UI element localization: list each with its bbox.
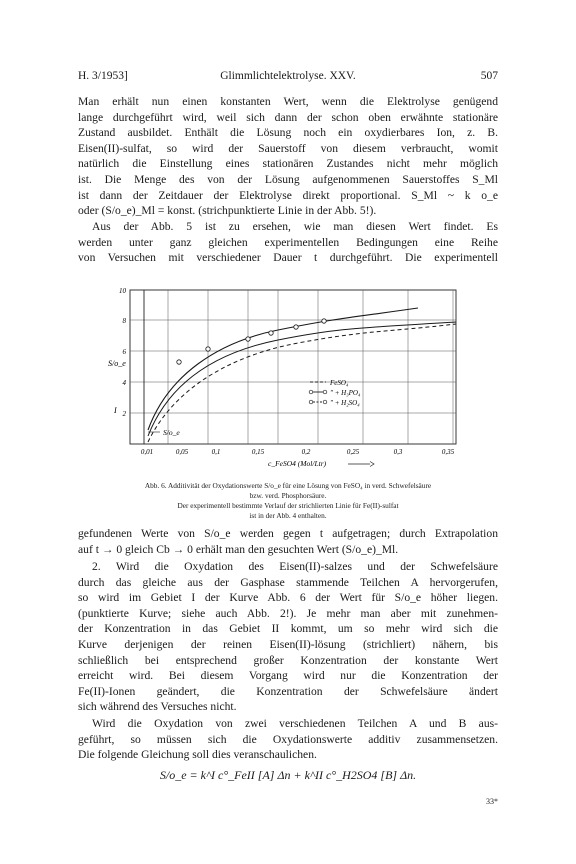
running-title: Glimmlichtelektrolyse. XXV. — [220, 70, 356, 82]
text-line: von Versuchen mit verschiedener Dauer t durchgeführt. Die experimentell — [78, 251, 498, 265]
legend-entry: FeSO₄ — [330, 379, 349, 387]
text-line: der Konzentration in das Gebiet II kommt, um so mehr wird sich die — [78, 622, 498, 636]
text-line: geführt, so müssen sich die Oxydationswerte additiv zusammensetzen. — [78, 732, 498, 746]
caption-line: Abb. 6. Additivität der Oxydationswerte S/o_e für eine Lösung von FeSO₄ in verd. Schwefelsäure — [144, 481, 432, 490]
paragraph-2 — [78, 219, 498, 266]
figure-6-plot — [78, 280, 498, 470]
text-line: ist. Die Menge des von der Lösung aufgenommenen Sauerstoffes S_Ml — [78, 172, 498, 186]
paragraph-5 — [78, 716, 498, 763]
x-tick-label: 0,2 — [301, 448, 311, 456]
page-number: 507 — [480, 70, 498, 82]
text-line: auf t → 0 gleich Cb → 0 erhält man den gesuchten Wert (S/o_e)_Ml. — [78, 542, 399, 556]
text-line: werden unter ganz gleichen experimentellen Bedingungen eine Reihe — [78, 235, 498, 249]
text-line: ist dann der Zeitdauer der Elektrolyse direkt proportional. S_Ml ~ k o_e — [78, 188, 498, 202]
x-tick-label: 0,01 — [140, 448, 154, 456]
region-label: S/o_e — [163, 428, 180, 437]
y-tick-label: 6 — [122, 348, 126, 356]
figure-caption — [78, 481, 498, 521]
text-line: gefundenen Werte von S/o_e werden gegen t aufgetragen; durch Extrapolation — [78, 527, 498, 540]
y-tick-label: 2 — [122, 410, 126, 418]
paragraph-4 — [78, 559, 498, 715]
text-line: Kurve derjenigen der reinen Eisen(II)-lösung (strichliert) nähern, bis — [78, 637, 498, 651]
running-header — [78, 70, 498, 86]
arrow-head-icon — [370, 462, 374, 467]
text-line: Fe(II)-Ionen geändert, die Konzentration der Schwefelsäure ändert — [78, 684, 498, 698]
caption-line: bzw. verd. Phosphorsäure. — [249, 491, 327, 500]
text-line: Eisen(II)-sulfat, so wird der Sauerstoff von diesem verbraucht, womit — [78, 141, 498, 155]
text-line: oder (S/o_e)_Ml = konst. (strichpunktierte Linie in der Abb. 5!). — [78, 204, 377, 218]
x-tick-label: 0,1 — [211, 448, 221, 456]
y-tick-label: 8 — [122, 317, 126, 325]
text-line: Wird die Oxydation von zwei verschiedenen Teilchen A und B aus- — [92, 717, 498, 730]
curve-h3po4 — [148, 308, 418, 430]
text-line: (punktierte Kurve; siehe auch Abb. 2!). Je mehr man aber mit zunehmen- — [78, 606, 498, 620]
y-tick-label: 10 — [119, 287, 126, 295]
x-tick-label: 0,3 — [393, 448, 403, 456]
x-axis-label: c_FeSO4 (Mol/Ltr) — [268, 459, 327, 468]
text-line: Aus der Abb. 5 ist zu ersehen, wie man diesen Wert findet. Es — [92, 220, 498, 233]
curve-h2so4 — [148, 322, 456, 436]
signature-mark: 33* — [486, 797, 498, 806]
text-line: 2. Wird die Oxydation des Eisen(II)-salzes und der Schwefelsäure — [92, 560, 498, 573]
text-line: so wird im Gebiet I der Kurve Abb. 6 der Wert für S/o_e höher liegen. — [78, 591, 498, 605]
paragraph-3 — [78, 526, 498, 557]
text-line: lange durchgeführt wird, weil sich dann der schon oben erwähnte stationäre — [78, 110, 498, 124]
paragraph-1 — [78, 94, 498, 219]
text-line: natürlich die Einstellung eines stationären Zustandes nicht mehr möglich — [78, 157, 498, 171]
y-axis-label: S/o_e — [108, 359, 126, 368]
text-line: Man erhält nun einen konstanten Wert, wenn die Elektrolyse genügend — [78, 95, 498, 108]
legend-entry: " + H₂SO₄ — [330, 399, 360, 407]
text-line: durch das gleiche aus der Gasphase stammende Teilchen A hervorgerufen, — [78, 575, 498, 589]
x-tick-label: 0,25 — [346, 448, 360, 456]
text-line: Die folgende Gleichung soll dies veranschaulichen. — [78, 748, 317, 762]
text-line: schließlich bei entsprechend großer Konzentration der konstante Wert — [78, 653, 498, 667]
caption-line: ist in der Abb. 4 enthalten. — [249, 511, 327, 520]
x-tick-label: 0,05 — [175, 448, 189, 456]
caption-line: Der experimentell bestimmte Verlauf der strichlierten Linie für Fe(II)-sulfat — [177, 501, 399, 510]
region-label-I: I — [114, 406, 117, 415]
legend — [309, 379, 361, 407]
text-line: Zustand ausbildet. Enthält die Lösung noch ein oxydierbares Ion, z. B. — [78, 126, 498, 140]
y-tick-label: 4 — [122, 379, 126, 387]
text-line: sich während des Versuches nicht. — [78, 700, 237, 714]
text-line: erreicht wird. Bei diesem Vorgang wird nur die Konzentration der — [78, 669, 498, 683]
equation: S/o_e = k^I c°_FeII [A] Δn + k^II c°_H2SO4 [B] Δn. — [159, 768, 417, 782]
curve-feso4 — [148, 324, 456, 442]
x-tick-label: 0,15 — [251, 448, 265, 456]
vertical-grid — [168, 290, 453, 444]
plot-frame — [130, 290, 456, 444]
journal-issue: H. 3/1953] — [78, 70, 128, 82]
legend-entry: " + H₃PO₄ — [330, 389, 361, 397]
horizontal-grid — [130, 320, 456, 413]
x-tick-label: 0,35 — [441, 448, 455, 456]
